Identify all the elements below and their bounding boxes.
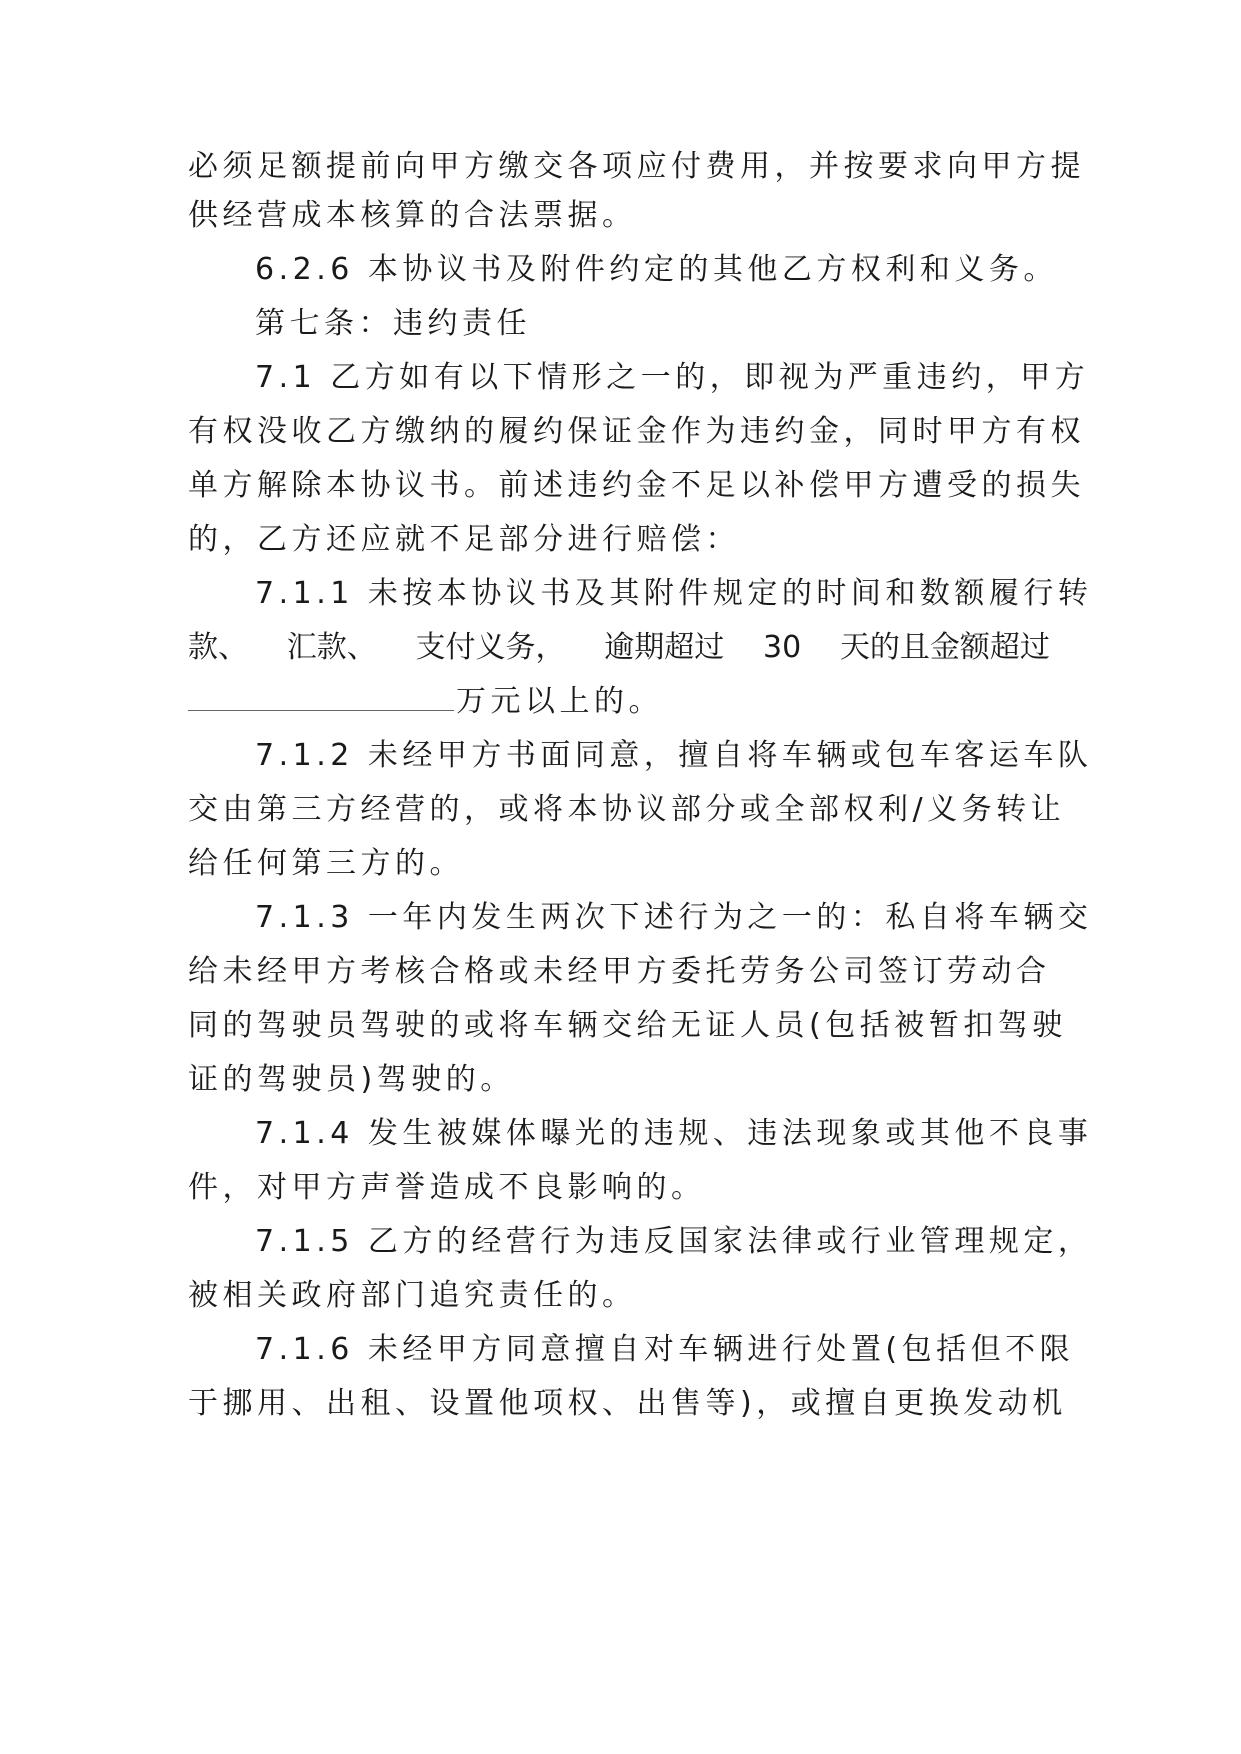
paragraph-line: 供经营成本核算的合法票据。 xyxy=(188,198,637,233)
clause-7-1-5: 7.1.5 乙方的经营行为违反国家法律或行业管理规定， xyxy=(255,1224,1093,1259)
clause-7-1: 7.1 乙方如有以下情形之一的，即视为严重违约，甲方 xyxy=(255,360,1090,395)
clause-7-1-1: 7.1.1 未按本协议书及其附件规定的时间和数额履行转 xyxy=(255,576,1093,611)
word: 款、 xyxy=(188,630,248,665)
clause-7-1-2: 7.1.2 未经甲方书面同意，擅自将车辆或包车客运车队 xyxy=(255,738,1093,773)
justified-line xyxy=(188,626,1050,670)
word: 汇款、 xyxy=(286,630,377,665)
article-seven-heading: 第七条：违约责任 xyxy=(255,306,531,341)
paragraph-line: 同的驾驶员驾驶的或将车辆交给无证人员(包括被暂扣驾驶 xyxy=(188,1008,1067,1043)
word: 天的且金额超过 xyxy=(839,630,1050,665)
paragraph-line: 件，对甲方声誉造成不良影响的。 xyxy=(188,1170,706,1205)
clause-7-1-3: 7.1.3 一年内发生两次下述行为之一的：私自将车辆交 xyxy=(255,900,1093,935)
clause-6-2-6: 6.2.6 本协议书及附件约定的其他乙方权利和义务。 xyxy=(255,252,1058,287)
paragraph-line: 被相关政府部门追究责任的。 xyxy=(188,1278,637,1313)
amount-blank xyxy=(188,680,454,711)
paragraph-line: 于挪用、出租、设置他项权、出售等)，或擅自更换发动机 xyxy=(188,1386,1067,1421)
word: 30 xyxy=(763,630,802,665)
clause-7-1-4: 7.1.4 发生被媒体曝光的违规、违法现象或其他不良事 xyxy=(255,1116,1093,1151)
paragraph-line: 交由第三方经营的，或将本协议部分或全部权利/义务转让 xyxy=(188,792,1066,827)
amount-line xyxy=(188,680,663,724)
paragraph-line: 单方解除本协议书。前述违约金不足以补偿甲方遭受的损失 xyxy=(188,468,1085,503)
paragraph-line: 必须足额提前向甲方缴交各项应付费用，并按要求向甲方提 xyxy=(188,149,1085,184)
paragraph-line: 有权没收乙方缴纳的履约保证金作为违约金，同时甲方有权 xyxy=(188,414,1085,449)
clause-7-1-6: 7.1.6 未经甲方同意擅自对车辆进行处置(包括但不限 xyxy=(255,1332,1075,1367)
paragraph-line: 给任何第三方的。 xyxy=(188,846,464,881)
word: 支付义务， xyxy=(415,630,566,665)
paragraph-line: 证的驾驶员)驾驶的。 xyxy=(188,1062,515,1097)
paragraph-line: 的，乙方还应就不足部分进行赔偿： xyxy=(188,522,740,557)
paragraph-line: 给未经甲方考核合格或未经甲方委托劳务公司签订劳动合 xyxy=(188,954,1051,989)
word: 逾期超过 xyxy=(604,630,725,665)
amount-suffix: 万元以上的。 xyxy=(456,684,663,719)
